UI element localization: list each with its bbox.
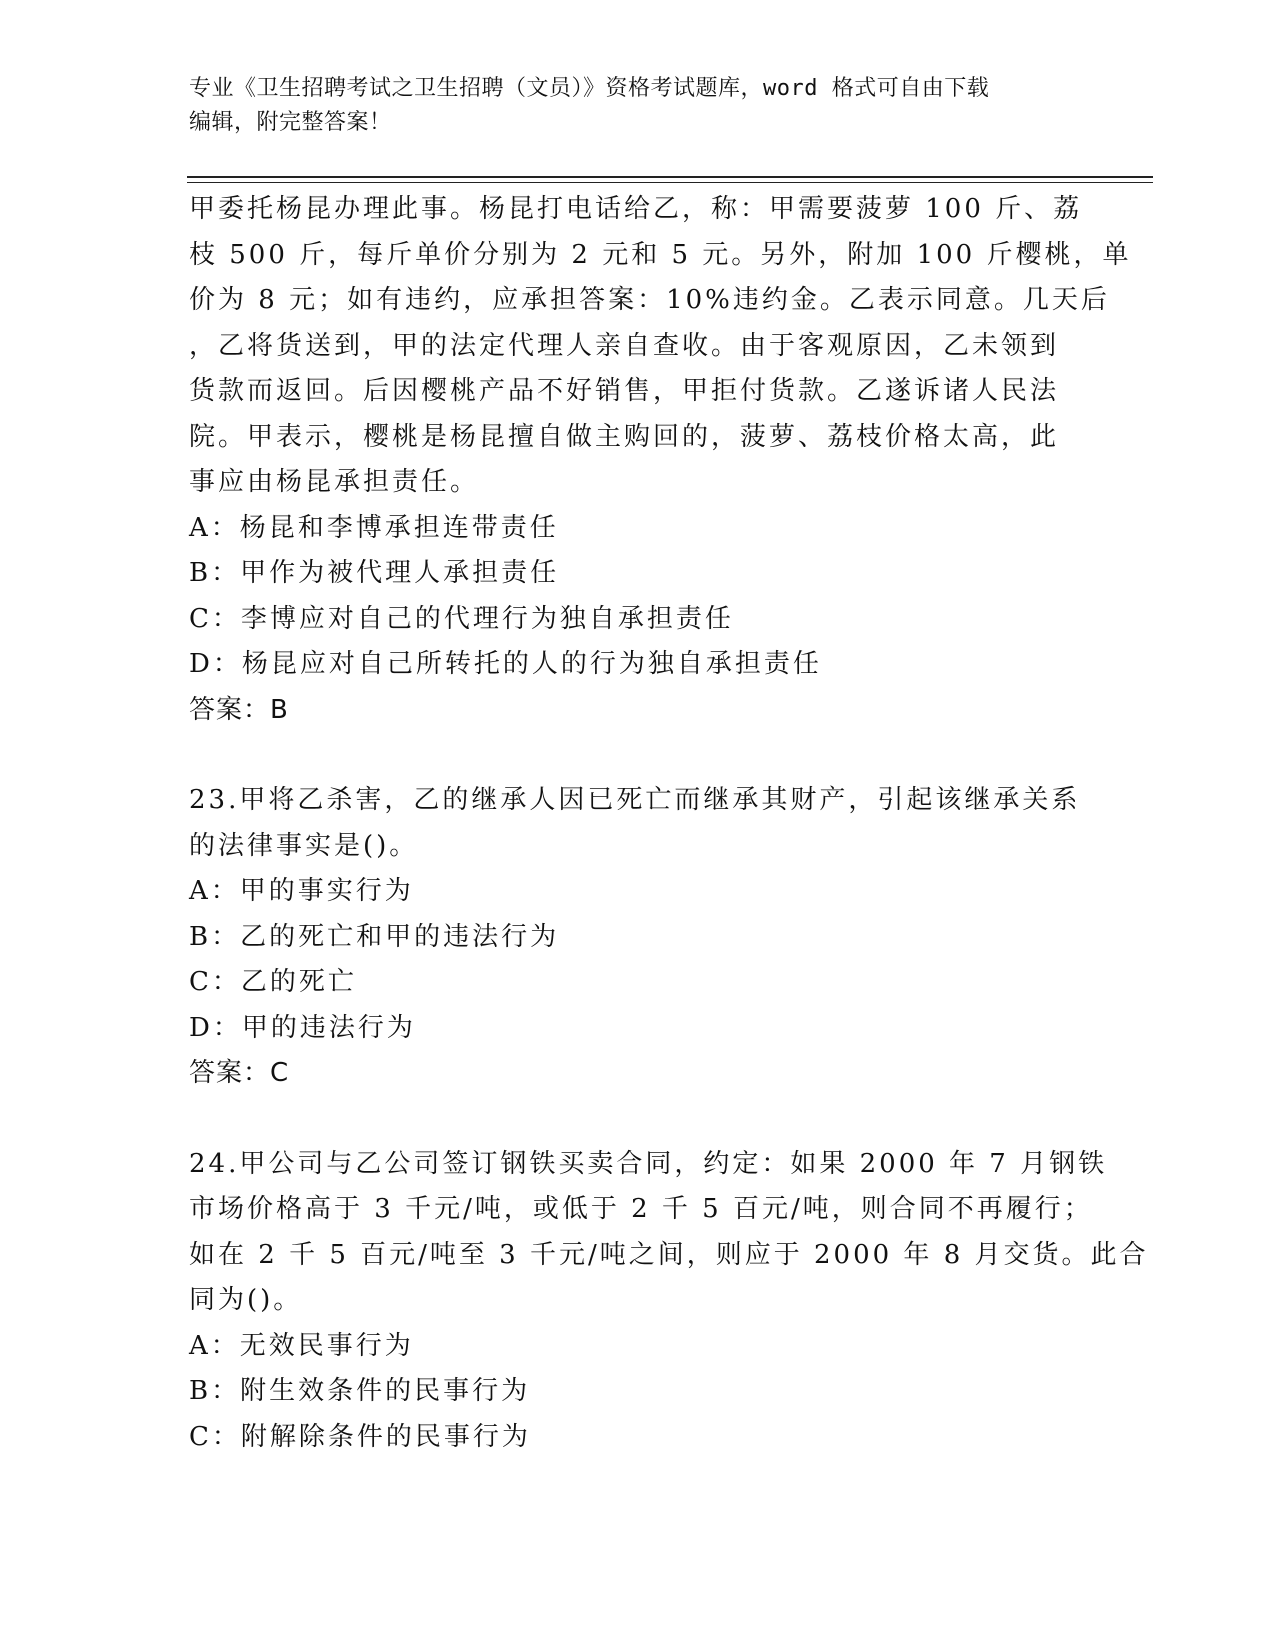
answer-line: 答案：B (189, 694, 289, 725)
question-24 (189, 1142, 1149, 1461)
option-d: D：甲的违法行为 (189, 1012, 416, 1043)
question-22 (189, 187, 1132, 733)
question-stem-line: 院。甲表示，樱桃是杨昆擅自做主购回的，菠萝、荔枝价格太高，此 (189, 421, 1060, 452)
header-line-2: 编辑，附完整答案！ (189, 110, 392, 135)
question-23 (189, 778, 1089, 1097)
question-stem-line: 价为 8 元；如有违约，应承担答案：10%违约金。乙表示同意。几天后 (189, 285, 1110, 315)
option-c: C：乙的死亡 (189, 967, 357, 997)
header-divider-thin (187, 182, 1153, 183)
question-spacer (189, 733, 1089, 778)
question-stem-line: 同为()。 (189, 1285, 303, 1315)
question-stem-line: 市场价格高于 3 千元/吨，或低于 2 千 5 百元/吨，则合同不再履行； (189, 1194, 1093, 1224)
question-stem-line: 24.甲公司与乙公司签订钢铁买卖合同，约定：如果 2000 年 7 月钢铁 (189, 1148, 1108, 1179)
question-spacer (189, 1097, 1089, 1142)
question-list (189, 187, 1149, 1460)
header-divider-thick (187, 176, 1153, 178)
header-line-1: 专业《卫生招聘考试之卫生招聘（文员）》资格考试题库，word 格式可自由下载 (189, 76, 990, 101)
document-header (189, 72, 1069, 140)
option-a: A：杨昆和李博承担连带责任 (189, 512, 559, 543)
question-stem-line: 货款而返回。后因樱桃产品不好销售，甲拒付货款。乙遂诉诸人民法 (189, 376, 1060, 406)
option-a: A：甲的事实行为 (189, 876, 414, 906)
question-stem-line: ，乙将货送到，甲的法定代理人亲自查收。由于客观原因，乙未领到 (189, 330, 1060, 361)
option-c: C：附解除条件的民事行为 (189, 1421, 531, 1452)
question-stem-line: 甲委托杨昆办理此事。杨昆打电话给乙，称：甲需要菠萝 100 斤、荔 (189, 194, 1083, 224)
option-b: B：乙的死亡和甲的违法行为 (189, 921, 560, 952)
option-b: B：甲作为被代理人承担责任 (189, 558, 560, 588)
option-b: B：附生效条件的民事行为 (189, 1376, 531, 1406)
question-stem-line: 的法律事实是()。 (189, 830, 419, 861)
option-c: C：李博应对自己的代理行为独自承担责任 (189, 603, 734, 634)
question-stem-line: 如在 2 千 5 百元/吨至 3 千元/吨之间，则应于 2000 年 8 月交货。此合 (189, 1239, 1149, 1270)
option-d: D：杨昆应对自己所转托的人的行为独自承担责任 (189, 649, 822, 679)
question-stem-line: 23.甲将乙杀害，乙的继承人因已死亡而继承其财产，引起该继承关系 (189, 785, 1081, 815)
answer-line: 答案：C (189, 1058, 290, 1088)
question-stem-line: 事应由杨昆承担责任。 (189, 467, 480, 497)
option-a: A：无效民事行为 (189, 1330, 414, 1361)
question-stem-line: 枝 500 斤，每斤单价分别为 2 元和 5 元。另外，附加 100 斤樱桃，单 (189, 239, 1132, 270)
